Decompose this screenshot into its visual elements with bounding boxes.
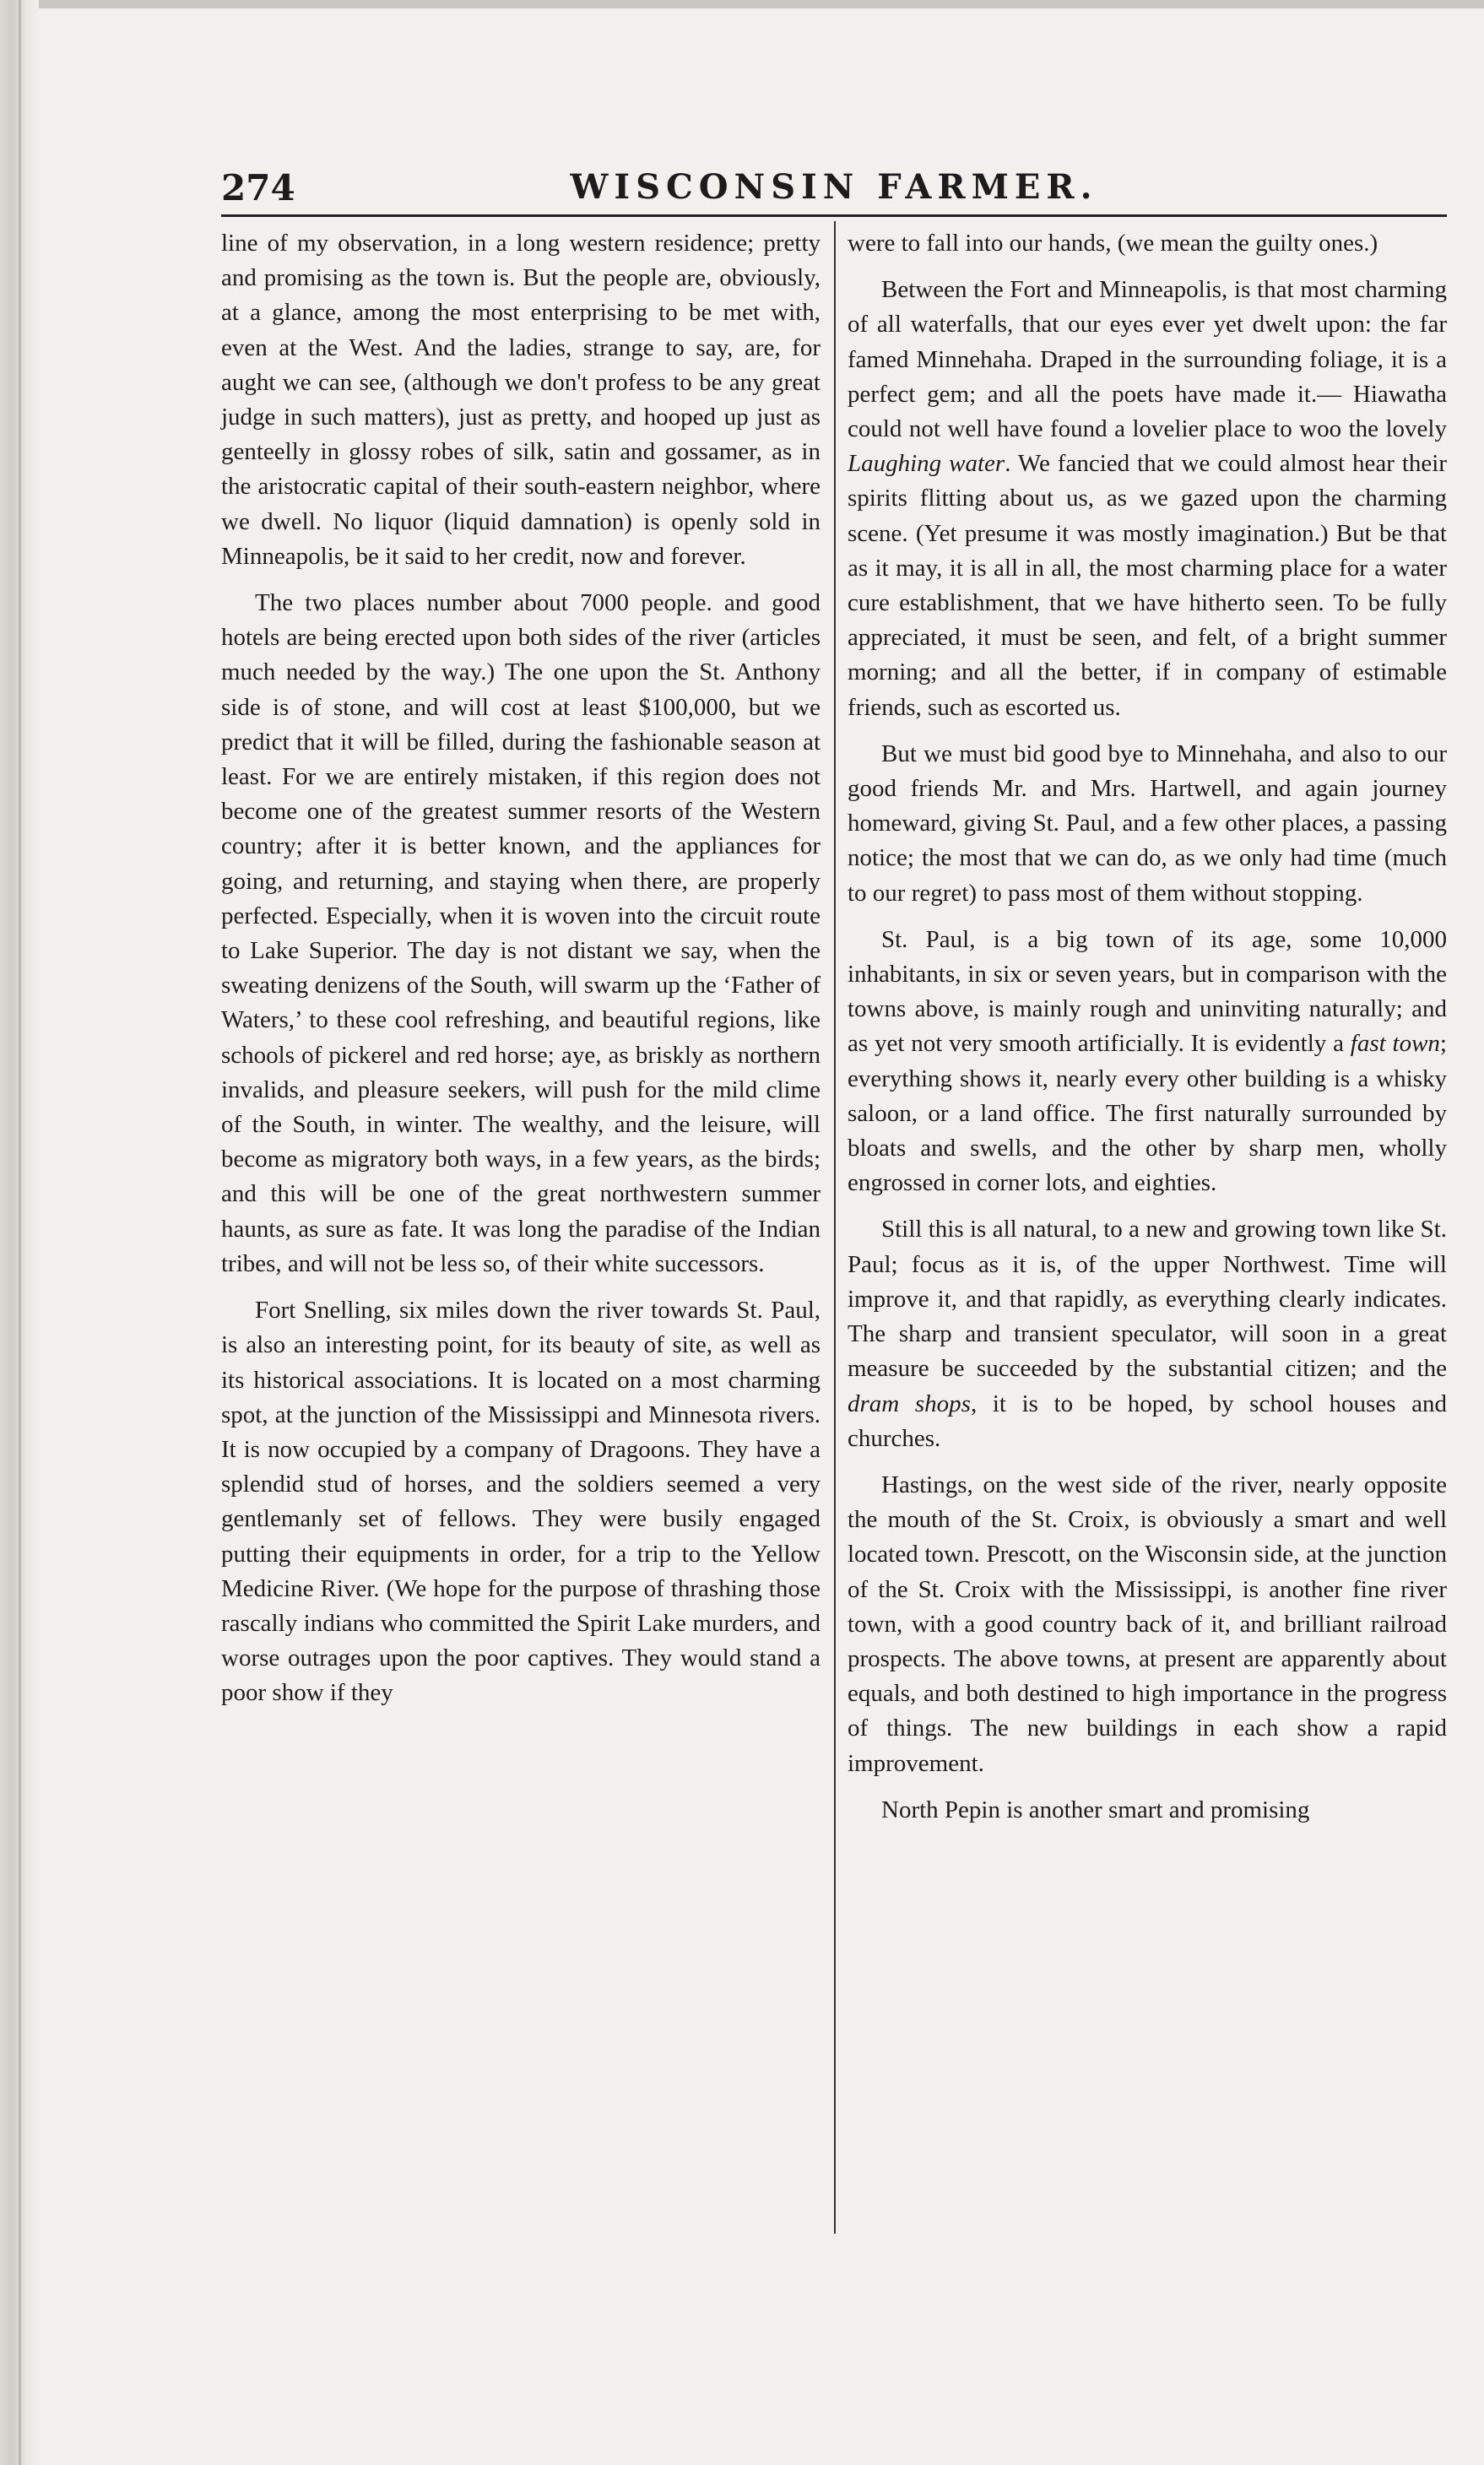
page-header [221,164,1447,214]
paragraph: But we must bid good bye to Minnehaha, and also to our good friends Mr. and Mrs. Hartwell, and again journey homeward, giving St. Paul, and a few other places, a passing notice; the most that we can do, as we only had time (much to our regret) to pass most of them without stopping. [848,740,1447,907]
italic-phrase: Laughing water [848,450,1005,478]
paragraph: were to fall into our hands, (we mean the guilty ones.) [848,230,1378,257]
paragraph: North Pepin is another smart and promising [881,1796,1310,1823]
paragraph: St. Paul, is a big town of its age, some 10,000 inhabitants, in six or seven years, but in comparison with the towns above, is mainly rough and uninviting naturally; and as yet not very smooth artificially. It is evidently a fast town; everything shows it, nearly every other building is a whisky saloon, or a land office. The first naturally surrounded by bloats and swells, and the other by sharp men, wholly engrossed in corner lots, and eighties. [848,925,1447,1197]
italic-phrase: fast town [1350,1030,1440,1058]
italic-phrase: dram shops [848,1390,971,1417]
scan-top-edge [0,0,1484,8]
paragraph: line of my observation, in a long western residence; pretty and promising as the town is. But the people are, obviously, at a glance, among the most enterprising to be met with, even at the West. And the ladies, strange to say, are, for aught we can see, (although we don't profess to be any great judge in such matters), just as pretty, and hooped up just as genteelly in glossy robes of silk, satin and gossamer, as in the aristocratic capital of their south-eastern neighbor, where we dwell. No liquor (liquid damnation) is openly sold in Minneapolis, be it said to her credit, now and forever. [221,230,821,570]
column-divider [834,221,836,2234]
paragraph: Hastings, on the west side of the river, nearly opposite the mouth of the St. Croix, is obviously a smart and well located town. Prescott, on the Wisconsin side, at the junction of the St. Croix with the Mississippi, is another fine river town, with a good country back of it, and brilliant railroad prospects. The above towns, at present are apparently about equals, and both destined to high importance in the progress of things. The new buildings in each show a rapid improvement. [848,1471,1447,1777]
paragraph: The two places number about 7000 people. and good hotels are being erected upon both sides of the river (articles much needed by the way.) The one upon the St. Anthony side is of stone, and will cost at least $100,000, but we predict that it will be filled, during the fashionable season at least. For we are entirely mistaken, if this region does not become one of the greatest summer resorts of the Western country; after it is better known, and the appliances for going, and returning, and staying when there, are properly perfected. Especially, when it is woven into the circuit route to Lake Superior. The day is not distant we say, when the sweating denizens of the South, will swarm up the ‘Father of Waters,’ to these cool refreshing, and beautiful regions, like schools of pickerel and red horse; aye, as briskly as northern invalids, and pleasure seekers, will push for the mild clime of the South, in winter. The wealthy, and the leisure, will become as migratory both ways, in a few years, as the birds; and this will be one of the great northwestern summer haunts, as sure as fate. It was long the paradise of the Indian tribes, and will not be less so, of their white successors. [221,589,821,1277]
paragraph: Fort Snelling, six miles down the river towards St. Paul, is also an interesting point, for its beauty of site, as well as its historical associations. It is located on a most charming spot, at the junction of the Mississippi and Minnesota rivers. It is now occupied by a company of Dragoons. They have a splendid stud of horses, and the soldiers seemed a very gentlemanly set of fellows. They were busily engaged putting their equipments in order, for a trip to the Yellow Medicine River. (We hope for the purpose of thrashing those rascally indians who committed the Spirit Lake murders, and worse outrages upon the poor captives. They would stand a poor show if they [221,1297,821,1707]
journal-title: WISCONSIN FARMER. [570,167,1098,207]
right-column [848,226,1447,1839]
left-column [221,226,821,1723]
paragraph: Still this is all natural, to a new and growing town like St. Paul; focus as it is, of the upper Northwest. Time will improve it, and that rapidly, as everything clearly indicates. The sharp and transient speculator, will soon in a great measure be succeeded by the substantial citizen; and the dram shops, it is to be hoped, by school houses and churches. [848,1216,1447,1452]
header-rule [221,214,1447,217]
paragraph: Between the Fort and Minneapolis, is that most charming of all waterfalls, that our eyes ever yet dwelt upon: the far famed Minnehaha. Draped in the surrounding foliage, it is a perfect gem; and all the poets have made it.— Hiawatha could not well have found a lovelier place to woo the lovely Laughing water. We fancied that we could almost hear their spirits flitting about us, as we gazed upon the charming scene. (Yet presume it was mostly imagination.) But be that as it may, it is all in all, the most charming place for a water cure establishment, that we have hitherto seen. To be fully appreciated, it must be seen, and felt, of a bright summer morning; and all the better, if in company of estimable friends, such as escorted us. [848,276,1448,721]
page-number: 274 [221,167,295,209]
scan-binding-line [19,0,21,2465]
